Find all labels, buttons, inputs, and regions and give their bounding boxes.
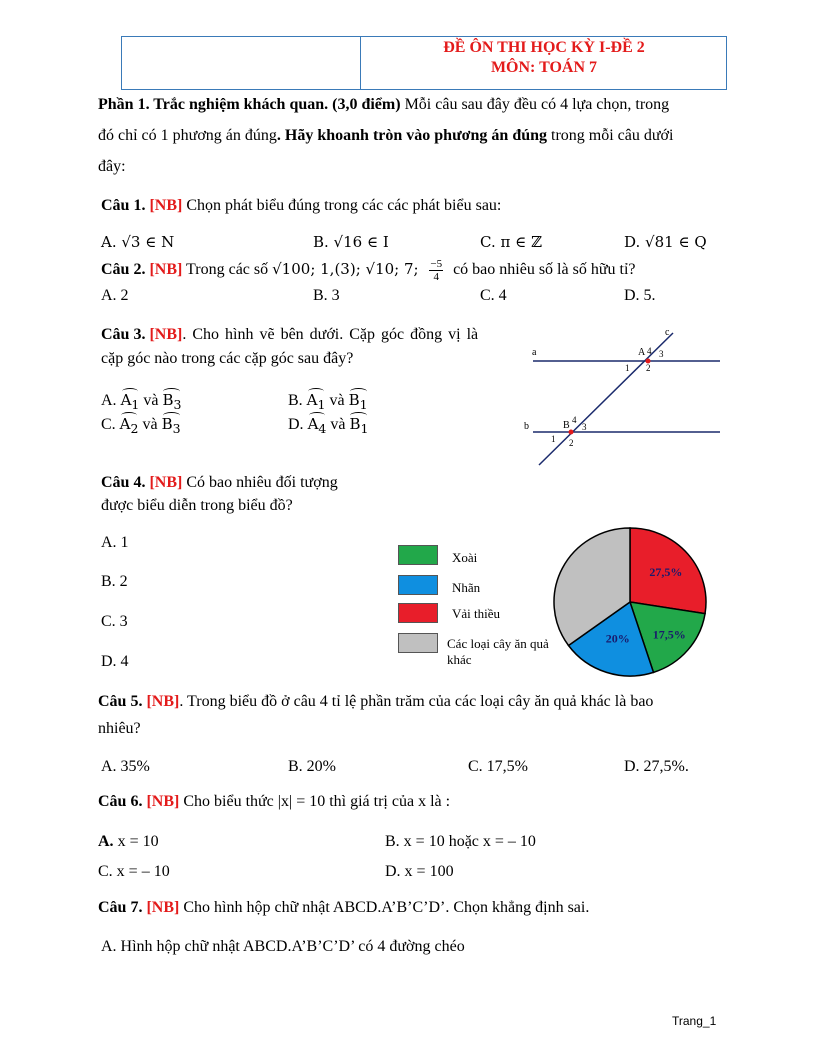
q3-option-a[interactable] bbox=[101, 391, 181, 412]
q3-a-ys: 3 bbox=[173, 397, 182, 412]
q6-a-text: x = 10 bbox=[113, 833, 159, 850]
q3-c-prefix: C. bbox=[101, 416, 120, 433]
legend-label-nhan: Nhãn bbox=[452, 580, 481, 595]
q1-option-b[interactable]: B. √16 ∈ I bbox=[313, 233, 389, 251]
label-A1: 1 bbox=[625, 363, 630, 373]
parallel-lines-figure bbox=[515, 325, 725, 470]
label-A3: 3 bbox=[659, 349, 664, 359]
label-B1: 1 bbox=[551, 434, 556, 444]
q3-a-prefix: A. bbox=[101, 392, 121, 409]
q6-stem bbox=[98, 793, 450, 811]
q7-option-a[interactable]: A. Hình hộp chữ nhật ABCD.A’B’C’D’ có 4 đường chéo bbox=[101, 938, 465, 955]
q3-a-y: B bbox=[162, 391, 174, 409]
q5-option-d[interactable]: D. 27,5%. bbox=[624, 758, 689, 775]
label-B: B bbox=[563, 420, 570, 431]
q4-label: Câu 4 bbox=[101, 474, 142, 491]
label-b: b bbox=[524, 421, 529, 432]
q4-stem-line1: Câu 4. [NB] Có bao nhiêu đối tượng bbox=[101, 474, 338, 491]
q3-text-a: . Cho hình vẽ bên dưới. Cặp góc đồng vị là bbox=[182, 326, 479, 343]
legend-label-other: Các loại cây ăn quả khác bbox=[447, 636, 549, 667]
part1-intro-b2: . Hãy bbox=[276, 127, 318, 144]
pie-label-1: 17,5% bbox=[652, 627, 686, 642]
q1-option-a[interactable]: A. √3 ∈ N bbox=[101, 233, 175, 251]
part1-intro-line3: đây: bbox=[98, 158, 126, 175]
q2-text1: Trong các số bbox=[182, 261, 273, 279]
line-c bbox=[539, 333, 673, 465]
q2-fraction bbox=[429, 258, 443, 283]
q5-stem-line1: Câu 5. [NB]. Trong biểu đồ ở câu 4 tỉ lệ phần trăm của các loại cây ăn quả khác là bao bbox=[98, 693, 654, 710]
q3-tag: [NB] bbox=[149, 326, 183, 343]
label-a: a bbox=[532, 347, 537, 358]
label-A4: 4 bbox=[647, 346, 652, 356]
angle-a4 bbox=[308, 415, 327, 436]
part1-intro-a: Mỗi câu sau đây đều có 4 lựa chọn, trong bbox=[400, 96, 670, 113]
label-B4: 4 bbox=[572, 415, 577, 425]
part1-intro-line2 bbox=[98, 127, 673, 145]
q4-option-d[interactable]: D. 4 bbox=[101, 653, 129, 670]
q3-c-y: B bbox=[161, 415, 173, 433]
q3-c-x: A bbox=[119, 415, 131, 433]
q5-label: Câu 5 bbox=[98, 693, 139, 710]
q6-a-letter: A. bbox=[98, 833, 114, 850]
legend-label-vai-thieu: Vải thiều bbox=[452, 606, 501, 621]
q3-d-ys: 1 bbox=[360, 421, 369, 436]
q3-option-b[interactable] bbox=[288, 391, 368, 412]
header-divider bbox=[360, 37, 361, 89]
legend-label-xoai: Xoài bbox=[452, 550, 478, 565]
page-number: Trang_1 bbox=[672, 1014, 717, 1028]
q2-option-d[interactable]: D. 5. bbox=[624, 287, 656, 304]
part1-intro-line1 bbox=[98, 96, 669, 114]
angle-b1 bbox=[349, 391, 368, 412]
q2-numbers: √100; 1,(3); √10; 7; bbox=[272, 260, 424, 279]
label-A: A bbox=[638, 347, 646, 358]
q2-frac-den: 4 bbox=[433, 271, 439, 283]
q2-option-c[interactable]: C. 4 bbox=[480, 287, 507, 304]
label-A2: 2 bbox=[646, 363, 651, 373]
q1-option-c[interactable]: C. π ∈ ℤ bbox=[480, 233, 542, 251]
q3-a-mid: và bbox=[139, 392, 163, 409]
q7-stem bbox=[98, 899, 589, 917]
q3-d-mid: và bbox=[326, 416, 350, 433]
q6-tag: [NB] bbox=[146, 793, 180, 810]
q6-option-b[interactable]: B. x = 10 hoặc x = – 10 bbox=[385, 833, 536, 850]
q2-option-a[interactable]: A. 2 bbox=[101, 287, 129, 304]
q3-option-c[interactable] bbox=[101, 415, 181, 436]
q1-label: Câu 1. bbox=[101, 197, 146, 214]
q4-option-a[interactable]: A. 1 bbox=[101, 534, 129, 551]
label-c: c bbox=[665, 327, 670, 338]
legend-swatch-xoai bbox=[398, 545, 438, 565]
q3-a-x: A bbox=[120, 391, 132, 409]
q3-b-y: B bbox=[348, 391, 360, 409]
q1-tag: [NB] bbox=[149, 197, 183, 214]
angle-a2 bbox=[120, 415, 139, 436]
q2-text2: có bao nhiêu số là số hữu tỉ? bbox=[449, 261, 636, 279]
q3-c-ys: 3 bbox=[172, 421, 181, 436]
q3-option-d[interactable] bbox=[288, 415, 368, 436]
q5-text-a: . Trong biểu đồ ở câu 4 tỉ lệ phần trăm của các loại cây ăn quả khác là bao bbox=[179, 693, 654, 710]
angle-b1 bbox=[349, 415, 368, 436]
q3-c-xs: 2 bbox=[130, 421, 139, 436]
angle-b3 bbox=[162, 415, 181, 436]
part1-intro-b3: khoanh tròn vào phương án đúng bbox=[317, 127, 548, 144]
exam-title: ĐỀ ÔN THI HỌC KỲ I-ĐỀ 2 bbox=[443, 39, 645, 56]
q1-text: Chọn phát biểu đúng trong các các phát biểu sau: bbox=[182, 197, 502, 214]
exam-subject: MÔN: TOÁN 7 bbox=[490, 59, 598, 76]
q7-tag: [NB] bbox=[146, 899, 180, 916]
q2-stem bbox=[101, 258, 636, 283]
q3-label: Câu 3 bbox=[101, 326, 142, 343]
q5-option-b[interactable]: B. 20% bbox=[288, 758, 336, 775]
q3-b-xs: 1 bbox=[317, 397, 326, 412]
q7-text: Cho hình hộp chữ nhật ABCD.A’B’C’D’. Chọn khẳng định sai. bbox=[179, 899, 590, 916]
q6-option-c[interactable]: C. x = – 10 bbox=[98, 863, 170, 880]
legend-swatch-nhan bbox=[398, 575, 438, 595]
legend-swatch-other bbox=[398, 633, 438, 653]
pie-label-0: 27,5% bbox=[649, 565, 683, 580]
q4-text-a: Có bao nhiêu đối tượng bbox=[182, 474, 338, 491]
q1-stem bbox=[101, 197, 501, 215]
angle-b3 bbox=[162, 391, 181, 412]
q3-b-mid: và bbox=[325, 392, 349, 409]
q6-option-d[interactable]: D. x = 100 bbox=[385, 863, 454, 880]
part1-heading: Phần 1. Trắc nghiệm khách quan. (3,0 điểm) bbox=[98, 96, 401, 113]
pie-label-2: 20% bbox=[605, 631, 630, 646]
q4-tag: [NB] bbox=[149, 474, 183, 491]
q3-stem-line1: Câu 3. [NB]. Cho hình vẽ bên dưới. Cặp góc đồng vị là bbox=[101, 326, 479, 343]
q2-label: Câu 2. bbox=[101, 261, 146, 279]
pie-chart bbox=[550, 526, 714, 678]
q4-option-b[interactable]: B. 2 bbox=[101, 573, 128, 590]
q6-label: Câu 6. bbox=[98, 793, 143, 810]
q5-stem-line2: nhiêu? bbox=[98, 720, 141, 737]
q1-option-d[interactable]: D. √81 ∈ Q bbox=[624, 233, 707, 251]
q6-text: Cho biểu thức |x| = 10 thì giá trị của x là : bbox=[179, 793, 451, 810]
angle-a1 bbox=[121, 391, 140, 412]
q6-option-a[interactable] bbox=[98, 833, 159, 851]
label-B3: 3 bbox=[582, 422, 587, 432]
q2-option-b[interactable]: B. 3 bbox=[313, 287, 340, 304]
q5-option-c[interactable]: C. 17,5% bbox=[468, 758, 528, 775]
q2-tag: [NB] bbox=[149, 261, 183, 279]
q4-option-c[interactable]: C. 3 bbox=[101, 613, 128, 630]
q7-label: Câu 7. bbox=[98, 899, 143, 916]
q3-a-xs: 1 bbox=[131, 397, 140, 412]
q5-option-a[interactable]: A. 35% bbox=[101, 758, 150, 775]
q4-stem-line2: được biểu diễn trong biểu đồ? bbox=[101, 497, 293, 514]
part1-intro-b4: trong mỗi câu dưới bbox=[547, 127, 674, 144]
q2-frac-num: −5 bbox=[430, 258, 443, 270]
legend-swatch-vai-thieu bbox=[398, 603, 438, 623]
label-B2: 2 bbox=[569, 438, 574, 448]
exam-header-box bbox=[121, 36, 727, 90]
q3-c-mid: và bbox=[138, 416, 162, 433]
q3-stem-line2: cặp góc nào trong các cặp góc sau đây? bbox=[101, 350, 354, 367]
q3-d-y: B bbox=[349, 415, 361, 433]
angle-a1 bbox=[307, 391, 326, 412]
q5-tag: [NB] bbox=[146, 693, 180, 710]
q3-d-x: A bbox=[307, 415, 319, 433]
q3-b-ys: 1 bbox=[359, 397, 368, 412]
part1-intro-b1: đó chỉ có 1 phương án đúng bbox=[98, 127, 277, 144]
q3-d-xs: 4 bbox=[318, 421, 327, 436]
q3-b-prefix: B. bbox=[288, 392, 307, 409]
q3-b-x: A bbox=[306, 391, 318, 409]
q3-d-prefix: D. bbox=[288, 416, 308, 433]
